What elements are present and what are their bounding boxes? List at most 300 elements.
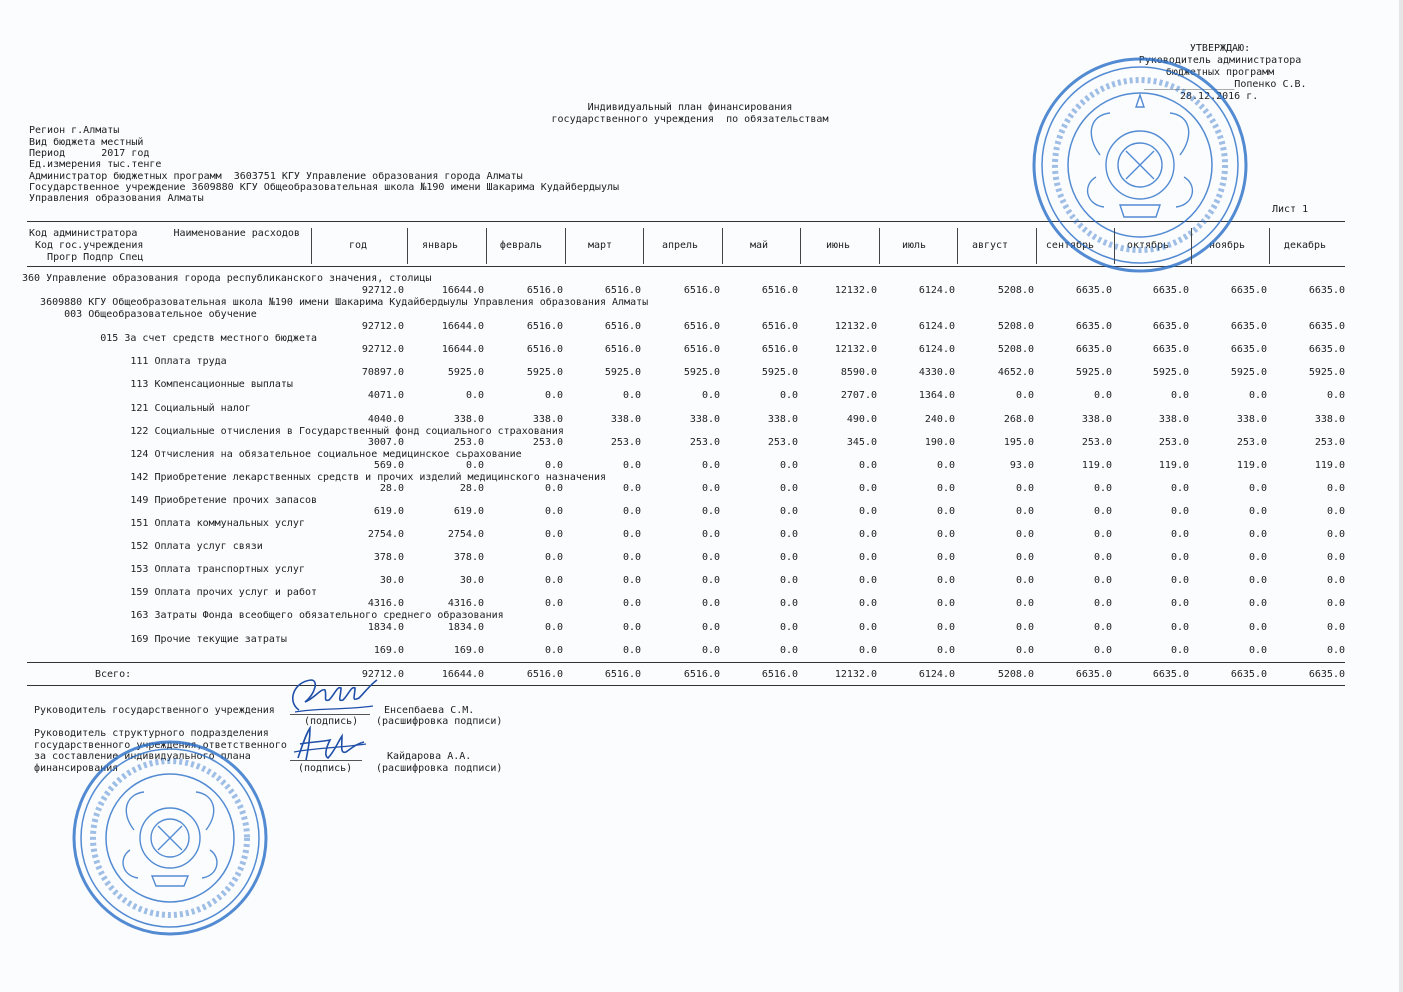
header-column-separator	[486, 228, 487, 264]
table-cell: 0.0	[1170, 390, 1189, 401]
table-cell: 5208.0	[997, 285, 1034, 296]
budget-type: Вид бюджета местный	[29, 137, 144, 148]
table-cell: 0.0	[1326, 506, 1345, 517]
table-cell: 0.0	[1248, 552, 1267, 563]
table-cell: 6124.0	[918, 321, 955, 332]
table-cell: 0.0	[1326, 645, 1345, 656]
table-cell: 0.0	[1015, 598, 1034, 609]
table-cell: 619.0	[373, 506, 404, 517]
approval-signatory: _______________Попенко С.В.	[1144, 79, 1307, 90]
table-cell: 6516.0	[526, 321, 563, 332]
table-cell: 5925.0	[1308, 367, 1345, 378]
table-cell: 6516.0	[683, 285, 720, 296]
table-cell: 6635.0	[1230, 344, 1267, 355]
table-cell: 0.0	[858, 645, 877, 656]
table-cell: 253.0	[689, 437, 720, 448]
table-cell: 28.0	[459, 483, 484, 494]
row-label: 111 Оплата труда	[22, 356, 227, 367]
header-month: август	[971, 240, 1009, 251]
table-cell: 0.0	[1326, 390, 1345, 401]
table-cell: 0.0	[1248, 390, 1267, 401]
total-cell: 6635.0	[1308, 669, 1345, 680]
table-cell: 169.0	[373, 645, 404, 656]
table-cell: 12132.0	[834, 321, 877, 332]
approval-line: УТВЕРЖДАЮ:	[1189, 43, 1251, 54]
header-column-separator	[1114, 228, 1115, 264]
table-cell: 0.0	[544, 460, 563, 471]
total-cell: 6635.0	[1152, 669, 1189, 680]
table-cell: 119.0	[1314, 460, 1345, 471]
total-cell: 6124.0	[918, 669, 955, 680]
table-cell: 119.0	[1158, 460, 1189, 471]
table-cell: 0.0	[936, 645, 955, 656]
table-cell: 70897.0	[361, 367, 404, 378]
header-month: октябрь	[1126, 240, 1170, 251]
header-month: декабрь	[1283, 240, 1327, 251]
table-cell: 253.0	[767, 437, 798, 448]
table-cell: 0.0	[1093, 390, 1112, 401]
table-cell: 4071.0	[367, 390, 404, 401]
table-cell: 3007.0	[367, 437, 404, 448]
row-label: 121 Социальный налог	[22, 403, 251, 414]
head-label: Руководитель государственного учреждения	[34, 705, 275, 716]
table-cell: 0.0	[1015, 529, 1034, 540]
row-label: 159 Оплата прочих услуг и работ	[22, 587, 318, 598]
total-cell: 6516.0	[761, 669, 798, 680]
table-cell: 253.0	[610, 437, 641, 448]
header-column-separator	[1269, 228, 1270, 264]
table-cell: 92712.0	[361, 344, 404, 355]
table-cell: 253.0	[453, 437, 484, 448]
table-cell: 6516.0	[761, 344, 798, 355]
table-cell: 2754.0	[447, 529, 484, 540]
table-cell: 338.0	[610, 414, 641, 425]
row-label: 360 Управление образования города республиканского значения, столицы	[22, 273, 432, 284]
table-cell: 0.0	[1170, 529, 1189, 540]
struct-signature	[290, 722, 370, 766]
table-cell: 2754.0	[367, 529, 404, 540]
table-cell: 0.0	[1015, 483, 1034, 494]
table-cell: 6516.0	[604, 285, 641, 296]
table-cell: 4652.0	[997, 367, 1034, 378]
table-cell: 6516.0	[604, 321, 641, 332]
table-cell: 338.0	[1081, 414, 1112, 425]
table-cell: 0.0	[622, 390, 641, 401]
header-month: апрель	[661, 240, 699, 251]
table-cell: 338.0	[1158, 414, 1189, 425]
table-cell: 0.0	[1093, 483, 1112, 494]
table-cell: 0.0	[544, 645, 563, 656]
table-cell: 0.0	[779, 483, 798, 494]
struct-sign-caption: (подпись)	[298, 763, 353, 774]
table-cell: 0.0	[465, 390, 484, 401]
table-cell: 6635.0	[1308, 285, 1345, 296]
table-cell: 0.0	[1248, 622, 1267, 633]
row-label: 149 Приобретение прочих запасов	[22, 495, 318, 506]
table-cell: 338.0	[453, 414, 484, 425]
table-cell: 0.0	[779, 529, 798, 540]
header-column-separator	[1036, 228, 1037, 264]
table-cell: 0.0	[544, 622, 563, 633]
table-cell: 0.0	[1170, 598, 1189, 609]
table-cell: 0.0	[779, 575, 798, 586]
table-cell: 2707.0	[840, 390, 877, 401]
table-cell: 338.0	[1314, 414, 1345, 425]
table-cell: 6516.0	[683, 321, 720, 332]
table-cell: 6516.0	[526, 344, 563, 355]
table-cell: 0.0	[1093, 598, 1112, 609]
table-cell: 1364.0	[918, 390, 955, 401]
table-cell: 0.0	[936, 552, 955, 563]
table-cell: 4316.0	[367, 598, 404, 609]
table-cell: 0.0	[1015, 506, 1034, 517]
header-column-separator	[407, 228, 408, 264]
approval-line: бюджетных программ	[1165, 67, 1275, 78]
table-cell: 619.0	[453, 506, 484, 517]
header-month: ноябрь	[1208, 240, 1246, 251]
struct-label: Руководитель структурного подразделения	[34, 728, 269, 739]
table-cell: 0.0	[858, 575, 877, 586]
header-left-3: Прогр Подпр Спец	[29, 252, 144, 263]
table-cell: 0.0	[858, 483, 877, 494]
table-cell: 0.0	[544, 506, 563, 517]
table-cell: 0.0	[936, 529, 955, 540]
table-cell: 0.0	[701, 598, 720, 609]
table-cell: 6635.0	[1152, 321, 1189, 332]
table-cell: 253.0	[1158, 437, 1189, 448]
table-cell: 6516.0	[604, 344, 641, 355]
struct-decode-caption: (расшифровка подписи)	[376, 763, 503, 774]
header-month: сентябрь	[1045, 240, 1095, 251]
table-cell: 253.0	[1236, 437, 1267, 448]
table-cell: 0.0	[1015, 552, 1034, 563]
table-cell: 0.0	[1248, 645, 1267, 656]
total-cell: 92712.0	[361, 669, 404, 680]
table-cell: 6124.0	[918, 344, 955, 355]
table-cell: 378.0	[453, 552, 484, 563]
table-cell: 0.0	[779, 622, 798, 633]
table-cell: 6635.0	[1230, 285, 1267, 296]
table-cell: 0.0	[1093, 529, 1112, 540]
table-cell: 6635.0	[1075, 344, 1112, 355]
table-cell: 0.0	[779, 552, 798, 563]
table-cell: 0.0	[779, 598, 798, 609]
budget-admin: Администратор бюджетных программ 3603751 КГУ Управление образования города Алматы	[29, 171, 523, 182]
table-cell: 0.0	[701, 390, 720, 401]
table-cell: 0.0	[701, 506, 720, 517]
total-cell: 6516.0	[526, 669, 563, 680]
table-cell: 0.0	[936, 460, 955, 471]
table-cell: 0.0	[1248, 575, 1267, 586]
table-cell: 0.0	[779, 390, 798, 401]
table-cell: 0.0	[544, 483, 563, 494]
header-month: год	[348, 240, 368, 251]
table-cell: 0.0	[1326, 529, 1345, 540]
table-cell: 12132.0	[834, 285, 877, 296]
table-cell: 490.0	[846, 414, 877, 425]
row-label: 122 Социальные отчисления в Государственный фонд социального страхования	[22, 426, 564, 437]
table-cell: 253.0	[532, 437, 563, 448]
row-label: 152 Оплата услуг связи	[22, 541, 263, 552]
table-cell: 6635.0	[1308, 344, 1345, 355]
table-cell: 12132.0	[834, 344, 877, 355]
table-cell: 0.0	[858, 529, 877, 540]
table-cell: 0.0	[936, 622, 955, 633]
total-cell: 6635.0	[1075, 669, 1112, 680]
table-cell: 0.0	[1170, 506, 1189, 517]
table-cell: 92712.0	[361, 285, 404, 296]
table-cell: 16644.0	[441, 285, 484, 296]
row-label: 124 Отчисления на обязательное социальное медицинское сьрахование	[22, 449, 522, 460]
table-cell: 92712.0	[361, 321, 404, 332]
table-cell: 5925.0	[447, 367, 484, 378]
header-month: июнь	[825, 240, 851, 251]
table-cell: 338.0	[532, 414, 563, 425]
row-label: 113 Компенсационные выплаты	[22, 379, 293, 390]
table-cell: 0.0	[858, 622, 877, 633]
official-stamp	[70, 738, 270, 938]
table-cell: 268.0	[1003, 414, 1034, 425]
table-cell: 0.0	[1015, 645, 1034, 656]
table-cell: 0.0	[544, 529, 563, 540]
struct-label: финансирования	[34, 763, 119, 774]
approval-date: 28.12.2016 г.	[1180, 91, 1259, 102]
table-cell: 0.0	[465, 460, 484, 471]
table-cell: 119.0	[1236, 460, 1267, 471]
table-cell: 6516.0	[761, 321, 798, 332]
header-column-separator	[1191, 228, 1192, 264]
table-cell: 30.0	[459, 575, 484, 586]
table-cell: 0.0	[701, 460, 720, 471]
table-cell: 8590.0	[840, 367, 877, 378]
table-cell: 16644.0	[441, 321, 484, 332]
unit: Ед.измерения тыс.тенге	[29, 159, 162, 170]
header-column-separator	[722, 228, 723, 264]
table-cell: 4040.0	[367, 414, 404, 425]
row-label: 169 Прочие текущие затраты	[22, 634, 287, 645]
total-bottom-rule	[27, 685, 1345, 686]
table-cell: 6124.0	[918, 285, 955, 296]
table-cell: 0.0	[622, 483, 641, 494]
struct-label: за составление индивидуального плана	[34, 751, 251, 762]
header-column-separator	[311, 228, 312, 264]
table-cell: 0.0	[622, 575, 641, 586]
header-month: март	[587, 240, 613, 251]
scan-right-edge	[1399, 0, 1403, 992]
row-label: 153 Оплата транспортных услуг	[22, 564, 305, 575]
total-cell: 6635.0	[1230, 669, 1267, 680]
table-cell: 0.0	[1170, 483, 1189, 494]
table-cell: 0.0	[1326, 483, 1345, 494]
header-column-separator	[643, 228, 644, 264]
table-cell: 190.0	[924, 437, 955, 448]
region: Регион г.Алматы	[29, 125, 120, 136]
total-cell: 16644.0	[441, 669, 484, 680]
table-cell: 169.0	[453, 645, 484, 656]
table-cell: 5208.0	[997, 321, 1034, 332]
table-cell: 0.0	[858, 598, 877, 609]
head-sign-caption: (подпись)	[304, 716, 359, 727]
table-cell: 0.0	[1015, 390, 1034, 401]
header-column-separator	[879, 228, 880, 264]
period: Период 2017 год	[29, 148, 150, 159]
total-cell: 6516.0	[683, 669, 720, 680]
table-cell: 0.0	[1015, 622, 1034, 633]
table-cell: 253.0	[1081, 437, 1112, 448]
table-cell: 6516.0	[683, 344, 720, 355]
table-cell: 0.0	[1093, 552, 1112, 563]
table-cell: 0.0	[1248, 483, 1267, 494]
table-cell: 4330.0	[918, 367, 955, 378]
table-cell: 5925.0	[1152, 367, 1189, 378]
header-column-separator	[957, 228, 958, 264]
table-cell: 119.0	[1081, 460, 1112, 471]
table-cell: 0.0	[701, 645, 720, 656]
document-subtitle: государственного учреждения по обязательствам	[551, 114, 829, 125]
table-cell: 0.0	[622, 622, 641, 633]
table-cell: 0.0	[701, 622, 720, 633]
table-cell: 0.0	[936, 575, 955, 586]
table-cell: 0.0	[701, 529, 720, 540]
table-cell: 0.0	[1093, 645, 1112, 656]
table-cell: 6635.0	[1308, 321, 1345, 332]
table-cell: 0.0	[779, 506, 798, 517]
head-name: Енсепбаева С.М.	[384, 705, 475, 716]
header-column-separator	[565, 228, 566, 264]
table-cell: 6635.0	[1152, 344, 1189, 355]
institution-cont: Управления образования Алматы	[29, 193, 204, 204]
header-month: январь	[421, 240, 459, 251]
row-sublabel: 003 Общеобразовательное обучение	[22, 309, 257, 320]
header-left-1: Код администратора Наименование расходов	[29, 228, 300, 239]
table-cell: 0.0	[1326, 622, 1345, 633]
table-cell: 1834.0	[447, 622, 484, 633]
table-cell: 0.0	[779, 460, 798, 471]
table-cell: 0.0	[701, 483, 720, 494]
table-cell: 0.0	[1326, 575, 1345, 586]
table-cell: 338.0	[689, 414, 720, 425]
sheet-number: Лист 1	[1272, 204, 1309, 215]
table-cell: 345.0	[846, 437, 877, 448]
header-column-separator	[800, 228, 801, 264]
table-cell: 0.0	[1170, 552, 1189, 563]
total-cell: 6516.0	[604, 669, 641, 680]
table-cell: 5925.0	[761, 367, 798, 378]
table-cell: 5925.0	[526, 367, 563, 378]
table-cell: 0.0	[622, 552, 641, 563]
total-label: Всего:	[95, 669, 132, 680]
table-cell: 0.0	[622, 598, 641, 609]
document-title: Индивидуальный план финансирования	[587, 102, 793, 113]
table-cell: 6635.0	[1075, 285, 1112, 296]
table-cell: 0.0	[701, 552, 720, 563]
total-cell: 12132.0	[834, 669, 877, 680]
table-cell: 0.0	[622, 460, 641, 471]
table-cell: 0.0	[622, 506, 641, 517]
table-cell: 0.0	[858, 460, 877, 471]
table-cell: 0.0	[936, 483, 955, 494]
table-cell: 0.0	[1170, 575, 1189, 586]
table-cell: 253.0	[1314, 437, 1345, 448]
header-left-2: Код гос.учреждения	[29, 240, 144, 251]
table-cell: 0.0	[1248, 598, 1267, 609]
row-label: 151 Оплата коммунальных услуг	[22, 518, 305, 529]
head-decode-caption: (расшифровка подписи)	[376, 716, 503, 727]
table-cell: 0.0	[1326, 598, 1345, 609]
total-cell: 5208.0	[997, 669, 1034, 680]
struct-label: государственного учреждения,ответственного	[34, 740, 287, 751]
table-cell: 1834.0	[367, 622, 404, 633]
table-cell: 0.0	[936, 506, 955, 517]
table-cell: 6635.0	[1152, 285, 1189, 296]
table-cell: 0.0	[1326, 552, 1345, 563]
table-cell: 338.0	[1236, 414, 1267, 425]
table-cell: 0.0	[1248, 529, 1267, 540]
table-cell: 195.0	[1003, 437, 1034, 448]
table-cell: 0.0	[622, 645, 641, 656]
table-cell: 338.0	[767, 414, 798, 425]
table-cell: 0.0	[1093, 506, 1112, 517]
table-cell: 378.0	[373, 552, 404, 563]
approval-line: Руководитель администратора	[1138, 55, 1302, 66]
table-cell: 6516.0	[526, 285, 563, 296]
table-cell: 0.0	[858, 552, 877, 563]
total-top-rule	[27, 662, 1345, 663]
header-month: июль	[901, 240, 927, 251]
table-cell: 0.0	[1170, 645, 1189, 656]
header-month: май	[749, 240, 769, 251]
table-cell: 0.0	[544, 390, 563, 401]
table-cell: 30.0	[379, 575, 404, 586]
table-cell: 5208.0	[997, 344, 1034, 355]
table-cell: 5925.0	[1230, 367, 1267, 378]
table-cell: 5925.0	[1075, 367, 1112, 378]
head-signature	[285, 672, 385, 720]
table-cell: 0.0	[1170, 622, 1189, 633]
header-month: февраль	[499, 240, 543, 251]
table-cell: 6516.0	[761, 285, 798, 296]
table-cell: 0.0	[936, 598, 955, 609]
table-cell: 0.0	[622, 529, 641, 540]
table-cell: 5925.0	[604, 367, 641, 378]
struct-name: Кайдарова А.А.	[387, 751, 472, 762]
row-label: 142 Приобретение лекарственных средств и прочих изделий медицинского назначения	[22, 472, 606, 483]
table-cell: 0.0	[701, 575, 720, 586]
table-cell: 0.0	[779, 645, 798, 656]
table-cell: 6635.0	[1230, 321, 1267, 332]
table-cell: 0.0	[1015, 575, 1034, 586]
table-cell: 0.0	[1248, 506, 1267, 517]
table-cell: 28.0	[379, 483, 404, 494]
row-label: 015 За счет средств местного бюджета	[22, 333, 318, 344]
table-cell: 6635.0	[1075, 321, 1112, 332]
table-cell: 0.0	[1093, 575, 1112, 586]
row-label: 3609880 КГУ Общеобразовательная школа №190 имени Шакарима Кудайбердыулы Управления образования Алматы	[22, 297, 649, 308]
table-cell: 93.0	[1009, 460, 1034, 471]
official-stamp	[1030, 55, 1250, 275]
table-cell: 16644.0	[441, 344, 484, 355]
table-cell: 0.0	[544, 552, 563, 563]
table-cell: 0.0	[1093, 622, 1112, 633]
table-cell: 4316.0	[447, 598, 484, 609]
table-cell: 0.0	[544, 575, 563, 586]
table-cell: 5925.0	[683, 367, 720, 378]
institution: Государственное учреждение 3609880 КГУ Общеобразовательная школа №190 имени Шакарима Кудайбердыулы	[29, 182, 620, 193]
table-cell: 569.0	[373, 460, 404, 471]
table-cell: 0.0	[544, 598, 563, 609]
table-cell: 240.0	[924, 414, 955, 425]
table-cell: 0.0	[858, 506, 877, 517]
